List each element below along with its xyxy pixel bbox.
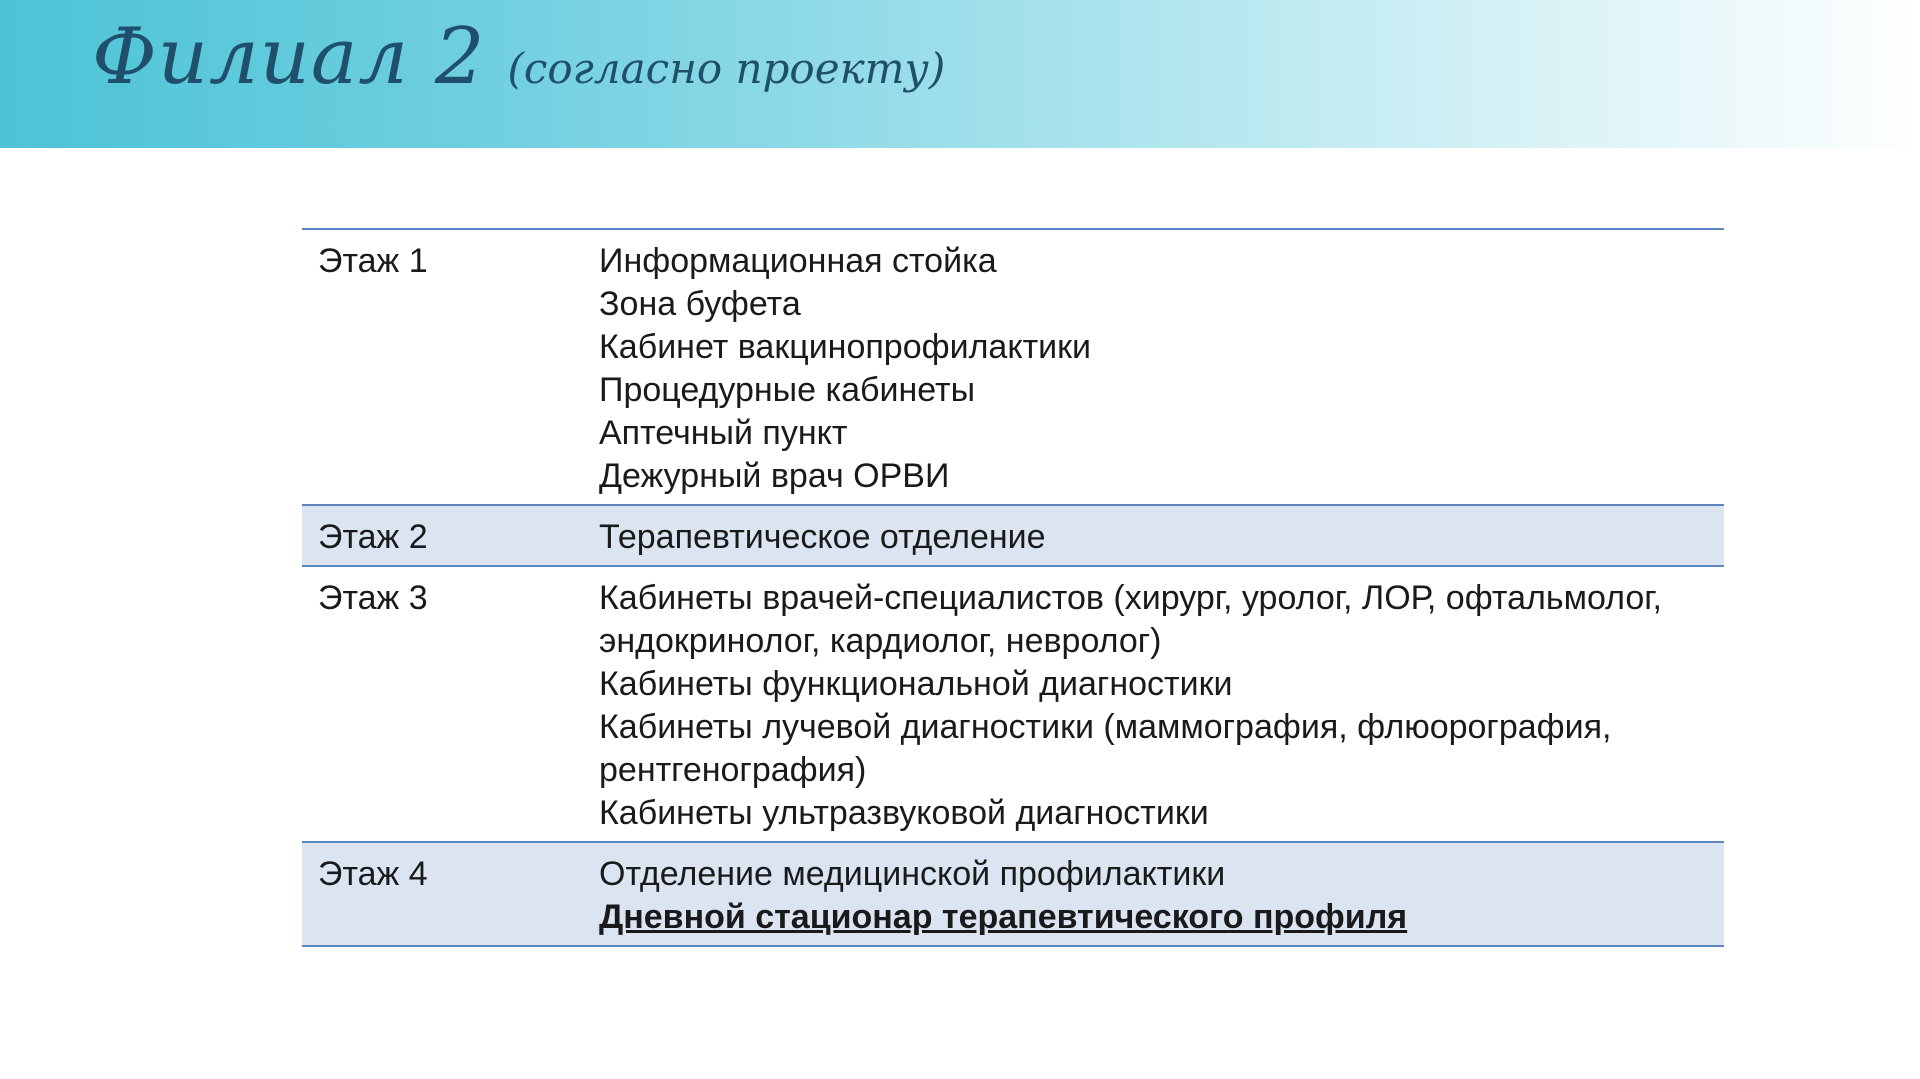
table-row-floor-2 bbox=[302, 505, 1724, 566]
list-item: Кабинеты ультразвуковой диагностики bbox=[599, 794, 1209, 832]
list-item: Отделение медицинской профилактики bbox=[599, 855, 1226, 893]
header-banner bbox=[0, 0, 1920, 148]
list-item: Кабинеты функциональной диагностики bbox=[599, 665, 1233, 703]
table-row-floor-1 bbox=[302, 229, 1724, 505]
floor-table bbox=[302, 228, 1724, 947]
page-title-main: Филиал 2 bbox=[92, 12, 486, 102]
list-item: Дежурный врач ОРВИ bbox=[599, 457, 950, 495]
list-item: Информационная стойка bbox=[599, 242, 997, 280]
floor-items bbox=[599, 842, 1724, 946]
floor-label: Этаж 1 bbox=[318, 242, 428, 280]
floor-items bbox=[599, 229, 1724, 505]
list-item: Аптечный пункт bbox=[599, 414, 848, 452]
page-subtitle: (согласно проекту) bbox=[507, 44, 946, 93]
floor-label: Этаж 3 bbox=[318, 579, 428, 617]
list-item: Зона буфета bbox=[599, 285, 801, 323]
list-item: Процедурные кабинеты bbox=[599, 371, 976, 409]
floor-label: Этаж 4 bbox=[318, 855, 428, 893]
list-item-highlighted: Дневной стационар терапевтического профиля bbox=[599, 898, 1408, 936]
page-title bbox=[92, 12, 945, 102]
list-item: Кабинет вакцинопрофилактики bbox=[599, 328, 1092, 366]
floor-items bbox=[599, 505, 1724, 566]
table-row-floor-4 bbox=[302, 842, 1724, 946]
table-row-floor-3 bbox=[302, 566, 1724, 842]
floor-label: Этаж 2 bbox=[318, 518, 428, 556]
floor-items bbox=[599, 566, 1724, 842]
list-item: Кабинеты лучевой диагностики (маммография, флюорография, рентгенография) bbox=[599, 708, 1612, 789]
list-item: Терапевтическое отделение bbox=[599, 518, 1046, 556]
list-item: Кабинеты врачей-специалистов (хирург, уролог, ЛОР, офтальмолог, эндокринолог, кардиолог, невролог) bbox=[599, 579, 1662, 660]
